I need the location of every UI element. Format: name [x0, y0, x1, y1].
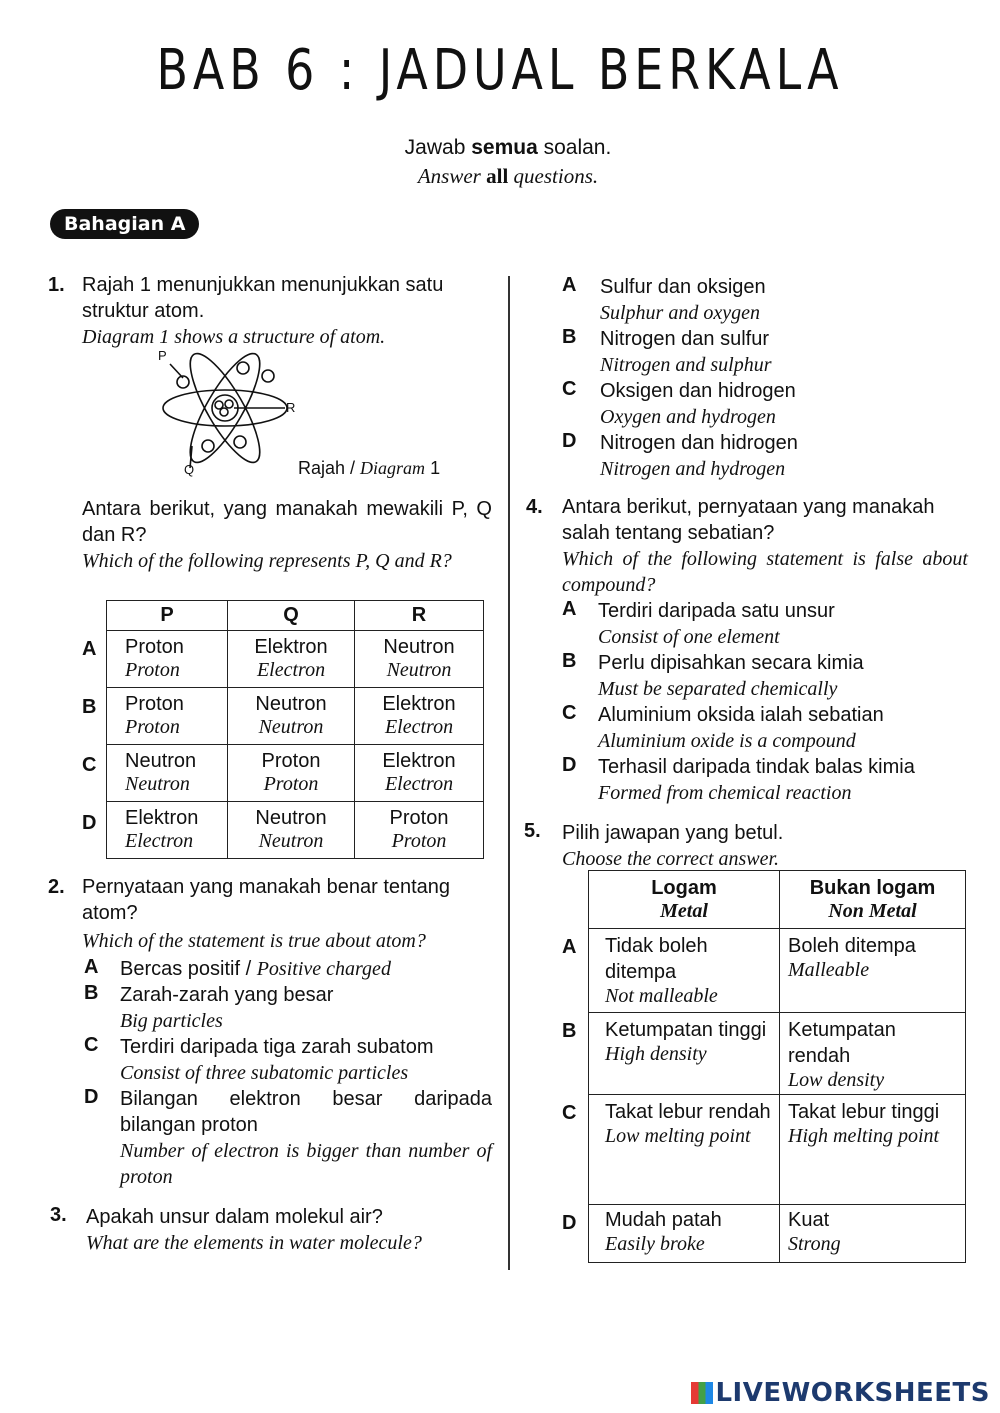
- question-3-text-malay: Apakah unsur dalam molekul air?: [86, 1206, 383, 1228]
- diagram-label-r: R: [286, 400, 296, 415]
- diagram-caption: Rajah / Diagram 1: [298, 458, 441, 478]
- table-row: Tidak boleh ditempa Not malleable Boleh ditempa Malleable: [589, 929, 966, 1013]
- question-5-number: 5.: [524, 820, 541, 842]
- option-b[interactable]: B Perlu dipisahkan secara kimia Must be separated chemically: [562, 650, 864, 700]
- question-5-text-english: Choose the correct answer.: [562, 848, 780, 870]
- table-header: R: [355, 601, 484, 631]
- option-b[interactable]: B Nitrogen dan sulfur Nitrogen and sulphur: [562, 326, 772, 376]
- question-1-ask-malay: Antara berikut, yang manakah mewakili P, Q dan R?: [82, 498, 492, 546]
- option-d[interactable]: D Nitrogen dan hidrogen Nitrogen and hydrogen: [562, 430, 798, 480]
- table-row: Mudah patah Easily broke Kuat Strong: [589, 1205, 966, 1263]
- option-a-label[interactable]: A: [82, 638, 97, 660]
- table-row: Neutron Neutron Proton Proton Elektron Electron: [107, 745, 484, 802]
- option-c[interactable]: C Oksigen dan hidrogen Oxygen and hydrogen: [562, 378, 796, 428]
- question-5-text-malay: Pilih jawapan yang betul.: [562, 822, 784, 844]
- question-1-table: [106, 600, 484, 859]
- table-header: Logam Metal: [589, 871, 780, 929]
- instruction-english: Answer all questions.: [417, 164, 599, 188]
- table-row: Ketumpatan tinggi High density Ketumpatan rendah Low density: [589, 1013, 966, 1095]
- option-b-label[interactable]: B: [562, 1020, 577, 1042]
- table-row: Elektron Electron Neutron Neutron Proton Proton: [107, 802, 484, 859]
- question-4-text-malay: Antara berikut, pernyataan yang manakah salah tentang sebatian?: [562, 496, 935, 544]
- option-c-label[interactable]: C: [82, 754, 97, 776]
- option-c[interactable]: C Terdiri daripada tiga zarah subatom Consist of three subatomic particles: [84, 1034, 434, 1084]
- liveworksheets-logo: LIVEWORKSHEETS: [691, 1378, 990, 1408]
- section-badge: Bahagian A: [50, 209, 199, 239]
- table-row: Proton Proton Elektron Electron Neutron Neutron: [107, 631, 484, 688]
- question-1-ask-english: Which of the following represents P, Q and R?: [82, 550, 452, 572]
- option-a-label[interactable]: A: [562, 936, 577, 958]
- diagram-label-p: P: [158, 348, 167, 363]
- option-a[interactable]: A Sulfur dan oksigen Sulphur and oxygen: [562, 274, 766, 324]
- question-2-number: 2.: [48, 876, 65, 898]
- question-1-number: 1.: [48, 274, 65, 296]
- question-2-text-malay: Pernyataan yang manakah benar tentang atom?: [82, 876, 451, 924]
- option-b-label[interactable]: B: [82, 696, 97, 718]
- column-divider: [508, 276, 510, 1270]
- option-d[interactable]: D Terhasil daripada tindak balas kimia Formed from chemical reaction: [562, 754, 915, 804]
- question-5-table: [588, 870, 966, 1263]
- table-row: Takat lebur rendah Low melting point Takat lebur tinggi High melting point: [589, 1095, 966, 1205]
- option-a[interactable]: A Terdiri daripada satu unsur Consist of one element: [562, 598, 835, 648]
- atom-structure-icon: [150, 350, 310, 480]
- option-d-label[interactable]: D: [562, 1212, 577, 1234]
- question-4-text-english: Which of the following statement is false about compound?: [562, 548, 968, 596]
- option-d-label[interactable]: D: [82, 812, 97, 834]
- question-3-text-english: What are the elements in water molecule?: [86, 1232, 422, 1254]
- atom-diagram: [150, 350, 310, 480]
- table-row: Proton Proton Neutron Neutron Elektron Electron: [107, 688, 484, 745]
- table-header: Q: [228, 601, 355, 631]
- option-c-label[interactable]: C: [562, 1102, 577, 1124]
- question-1-text-english: Diagram 1 shows a structure of atom.: [82, 326, 386, 348]
- option-c[interactable]: C Aluminium oksida ialah sebatian Aluminium oxide is a compound: [562, 702, 884, 752]
- page-title: BAB 6 : JADUAL BERKALA: [156, 38, 844, 103]
- question-4-number: 4.: [526, 496, 543, 518]
- question-1-text-malay: Rajah 1 menunjukkan menunjukkan satu struktur atom.: [82, 274, 444, 322]
- question-2-text-english: Which of the statement is true about atom?: [82, 930, 426, 952]
- table-header: Bukan logam Non Metal: [780, 871, 966, 929]
- option-d[interactable]: D Bilangan elektron besar daripada bilangan proton Number of electron is bigger than number of proton: [84, 1086, 492, 1188]
- instruction-malay: Jawab semua soalan.: [404, 136, 612, 159]
- option-a[interactable]: A Bercas positif / Positive charged: [84, 956, 391, 980]
- question-3-number: 3.: [50, 1204, 67, 1226]
- option-b[interactable]: B Zarah-zarah yang besar Big particles: [84, 982, 334, 1032]
- diagram-label-q: Q: [184, 462, 195, 477]
- liveworksheets-icon: [691, 1382, 713, 1404]
- table-header: P: [107, 601, 228, 631]
